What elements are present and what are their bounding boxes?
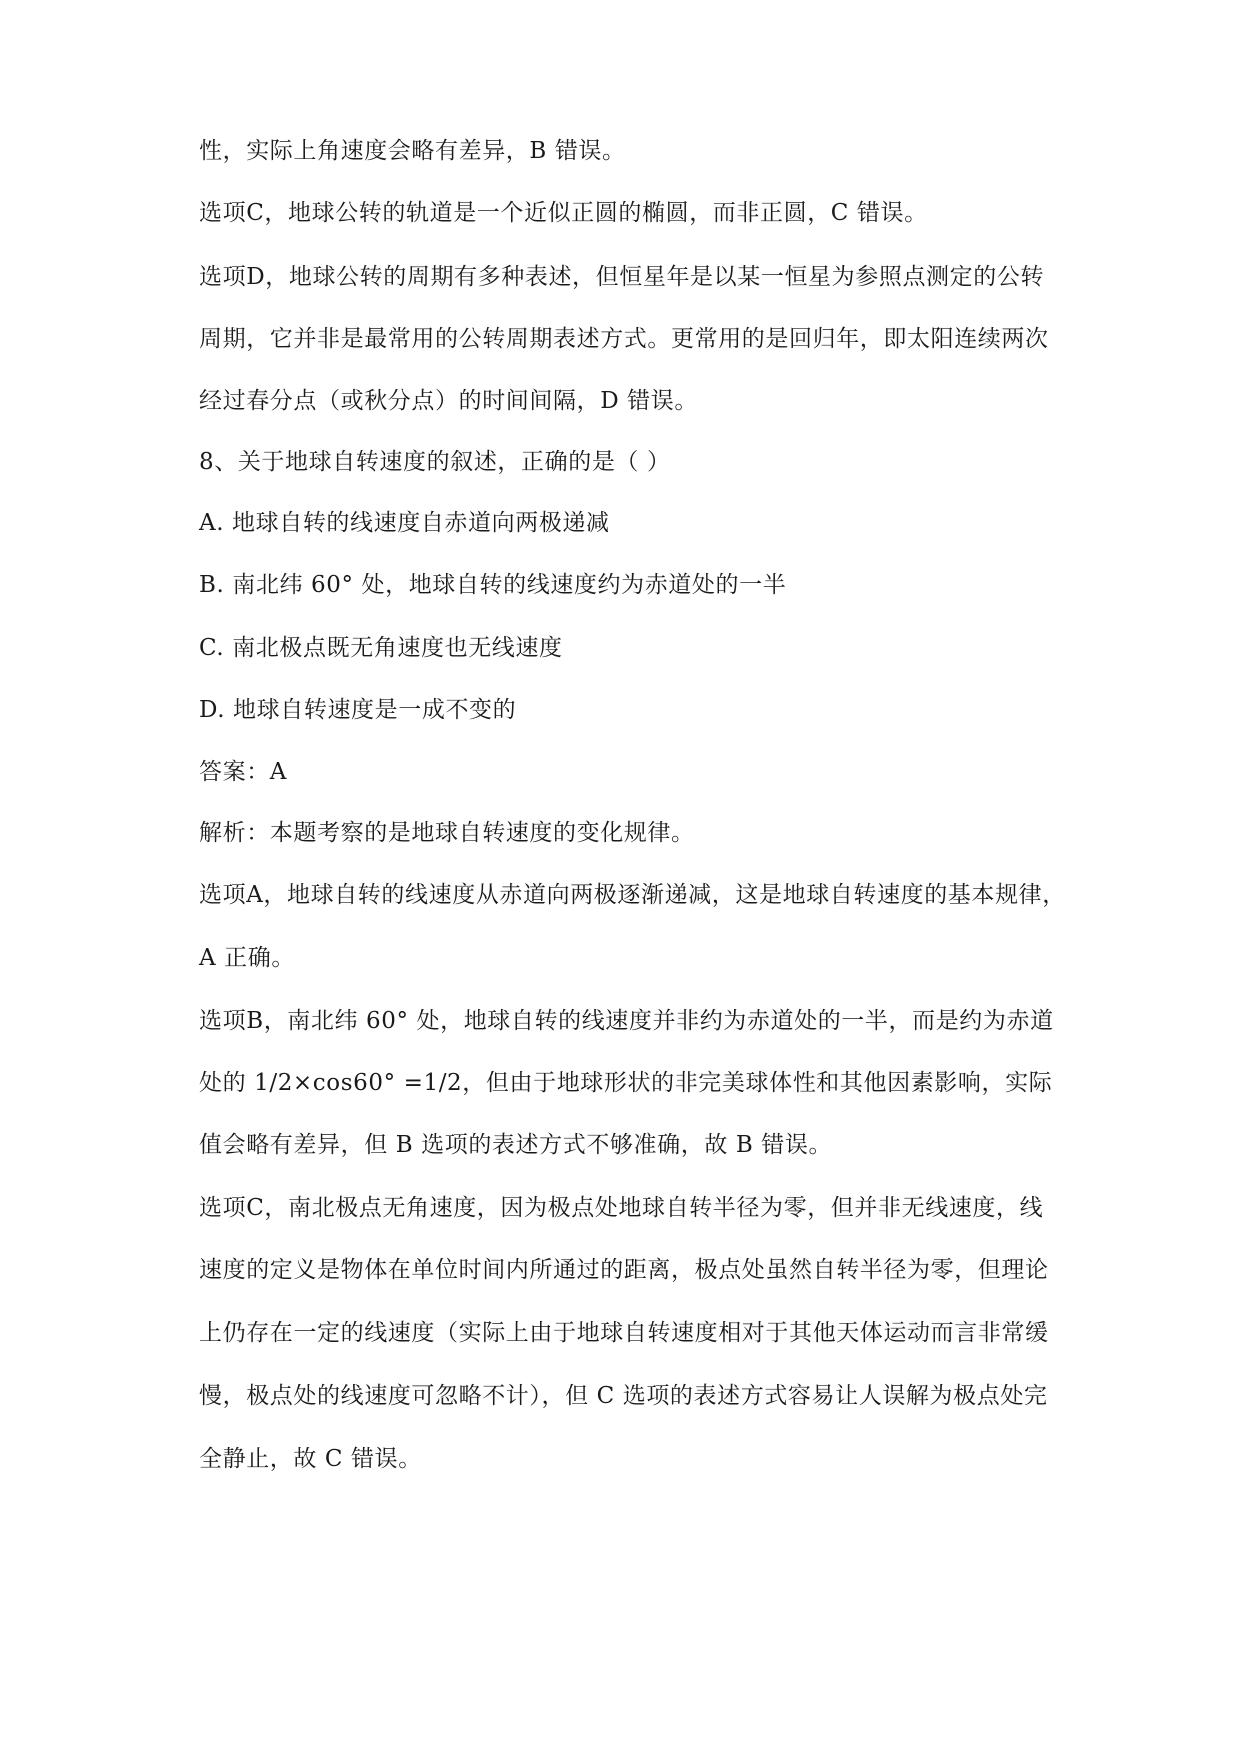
option-d: D. 地球自转速度是一成不变的 [199, 697, 517, 723]
text-line: 经过春分点（或秋分点）的时间间隔，D 错误。 [199, 388, 698, 414]
text-line: A 正确。 [199, 945, 295, 971]
answer: 答案：A [199, 759, 288, 785]
text-line: 选项C，地球公转的轨道是一个近似正圆的椭圆，而非正圆，C 错误。 [199, 200, 928, 226]
text-line: 值会略有差异，但 B 选项的表述方式不够准确，故 B 错误。 [199, 1132, 833, 1158]
text-line: 选项D，地球公转的周期有多种表述，但恒星年是以某一恒星为参照点测定的公转 [199, 264, 1045, 290]
option-b: B. 南北纬 60° 处，地球自转的线速度约为赤道处的一半 [199, 572, 787, 598]
text-line: 处的 1/2×cos60° =1/2，但由于地球形状的非完美球体性和其他因素影响，实际 [199, 1070, 1053, 1096]
text-line: 选项A，地球自转的线速度从赤道向两极逐渐递减，这是地球自转速度的基本规律， [199, 882, 1066, 908]
text-line: 选项B，南北纬 60° 处，地球自转的线速度并非约为赤道处的一半，而是约为赤道 [199, 1008, 1054, 1034]
text-line: 性，实际上角速度会略有差异，B 错误。 [199, 138, 626, 164]
question-stem: 8、关于地球自转速度的叙述，正确的是（ ） [199, 449, 671, 475]
option-c: C. 南北极点既无角速度也无线速度 [199, 635, 563, 661]
text-line: 速度的定义是物体在单位时间内所通过的距离，极点处虽然自转半径为零，但理论 [199, 1257, 1049, 1283]
option-a: A. 地球自转的线速度自赤道向两极递减 [199, 510, 610, 536]
text-line: 慢，极点处的线速度可忽略不计），但 C 选项的表述方式容易让人误解为极点处完 [199, 1383, 1048, 1409]
text-line: 周期，它并非是最常用的公转周期表述方式。更常用的是回归年，即太阳连续两次 [199, 326, 1049, 352]
text-line: 选项C，南北极点无角速度，因为极点处地球自转半径为零，但并非无线速度，线 [199, 1195, 1044, 1221]
text-line: 全静止，故 C 错误。 [199, 1446, 422, 1472]
analysis-intro: 解析：本题考察的是地球自转速度的变化规律。 [199, 820, 695, 846]
text-line: 上仍存在一定的线速度（实际上由于地球自转速度相对于其他天体运动而言非常缓 [199, 1320, 1049, 1346]
